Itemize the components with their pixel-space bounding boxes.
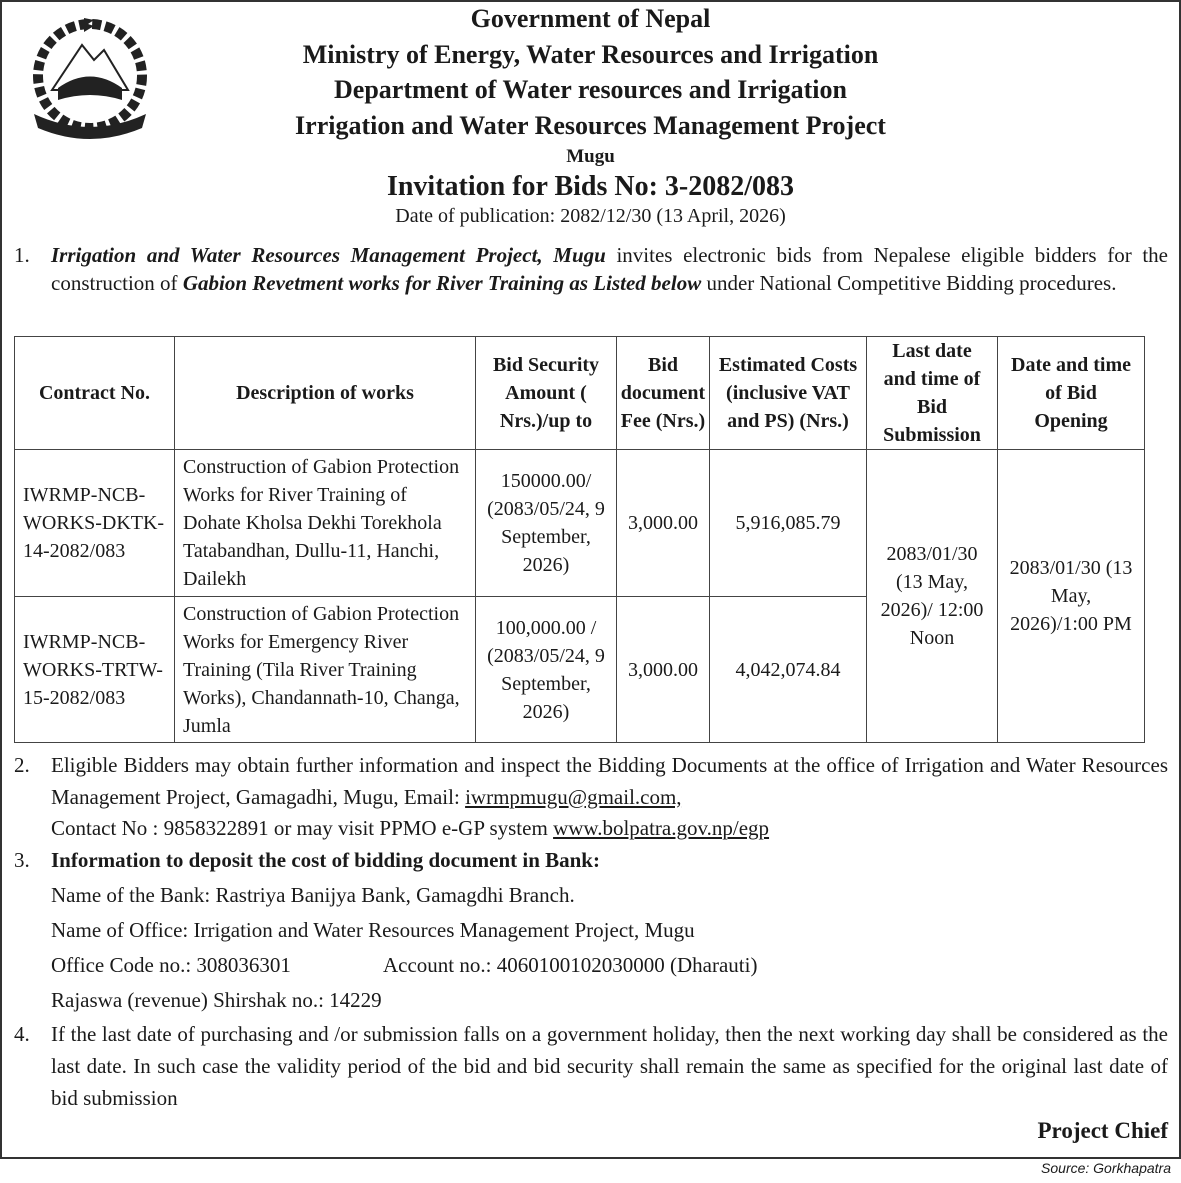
item-1 [14, 241, 1168, 297]
description: Construction of Gabion Protection Works for River Training of Dohate Kholsa Dekhi Torekhola Tatabandhan, Dullu-11, Hanchi, Dailekh [175, 450, 476, 597]
egp-link[interactable]: www.bolpatra.gov.np/egp [553, 816, 770, 840]
bank-name: Name of the Bank: Rastriya Banijya Bank, Gamagdhi Branch. [51, 883, 575, 907]
bid-security: 150000.00/ (2083/05/24, 9 September, 2026) [476, 450, 617, 597]
col-header: Last date and time of Bid Submission [867, 337, 998, 450]
document-fee: 3,000.00 [617, 597, 710, 743]
description: Construction of Gabion Protection Works for Emergency River Training (Tila River Training Works), Chandannath-10, Changa, Jumla [175, 597, 476, 743]
ministry-title: Ministry of Energy, Water Resources and Irrigation [302, 40, 879, 69]
notice-title: Invitation for Bids No: 3-2082/083 [386, 171, 795, 202]
item-text: If the last date of purchasing and /or submission falls on a government holiday, then the next working day shall be considered as the last date. In such case the validity period of the bid and bid security shall remain the same as specified for the original last date of bid submission [51, 1022, 1168, 1110]
col-header: Contract No. [15, 337, 175, 450]
col-header: Bid document Fee (Nrs.) [617, 337, 710, 450]
col-header: Estimated Costs (inclusive VAT and PS) (Nrs.) [710, 337, 867, 450]
submission-date: 2083/01/30 (13 May, 2026)/ 12:00 Noon [867, 450, 998, 743]
estimated-cost: 5,916,085.79 [710, 450, 867, 597]
contract-no: IWRMP-NCB-WORKS-TRTW-15-2082/083 [15, 597, 175, 743]
document-fee: 3,000.00 [617, 450, 710, 597]
item-text: Eligible Bidders may obtain further information and inspect the Bidding Documents at the office of Irrigation and Water Resources Management Project, Gamagadhi, Mugu, Email: [51, 753, 1168, 809]
works-name: Gabion Revetment works for River Training as Listed below [182, 271, 702, 295]
signature: Project Chief [1037, 1118, 1168, 1143]
item-text: invites electronic bids from Nepalese eligible bidders for the construction of [51, 243, 1168, 295]
project-name: Irrigation and Water Resources Management Project, Mugu [51, 243, 606, 267]
contracts-table [14, 336, 1145, 743]
col-header: Bid Security Amount ( Nrs.)/up to [476, 337, 617, 450]
account-no: Account no.: 4060100102030000 (Dharauti) [383, 953, 758, 977]
office-name: Name of Office: Irrigation and Water Resources Management Project, Mugu [51, 918, 695, 942]
table-header-row [15, 337, 1145, 450]
bank-info-heading: Information to deposit the cost of bidding document in Bank: [51, 848, 600, 872]
email-link[interactable]: iwrmpmugu@gmail.com, [465, 784, 682, 809]
item-text: Contact No : 9858322891 or may visit PPMO e-GP system [51, 816, 554, 840]
item-2 [14, 750, 1168, 845]
govt-title: Government of Nepal [470, 4, 711, 33]
col-header: Description of works [175, 337, 476, 450]
department-title: Department of Water resources and Irrigation [334, 75, 847, 104]
contract-no: IWRMP-NCB-WORKS-DKTK-14-2082/083 [15, 450, 175, 597]
bid-security: 100,000.00 / (2083/05/24, 9 September, 2026) [476, 597, 617, 743]
item-number: 2. [14, 753, 30, 777]
source-credit: Source: Gorkhapatra [1041, 1160, 1171, 1176]
col-header: Date and time of Bid Opening [998, 337, 1145, 450]
estimated-cost: 4,042,074.84 [710, 597, 867, 743]
item-3 [14, 843, 1168, 1018]
item-number: 3. [14, 848, 30, 872]
item-number: 4. [14, 1022, 30, 1046]
item-4 [14, 1018, 1168, 1114]
opening-date: 2083/01/30 (13 May, 2026)/1:00 PM [998, 450, 1145, 743]
revenue-code: Rajaswa (revenue) Shirshak no.: 14229 [51, 988, 382, 1012]
project-title: Irrigation and Water Resources Management Project [295, 111, 886, 140]
office-code: Office Code no.: 308036301 [51, 953, 291, 977]
item-text: under National Competitive Bidding procedures. [701, 271, 1117, 295]
item-number: 1. [14, 243, 30, 267]
table-row [15, 450, 1145, 597]
project-location: Mugu [566, 146, 615, 167]
publication-date: Date of publication: 2082/12/30 (13 April, 2026) [395, 205, 786, 227]
